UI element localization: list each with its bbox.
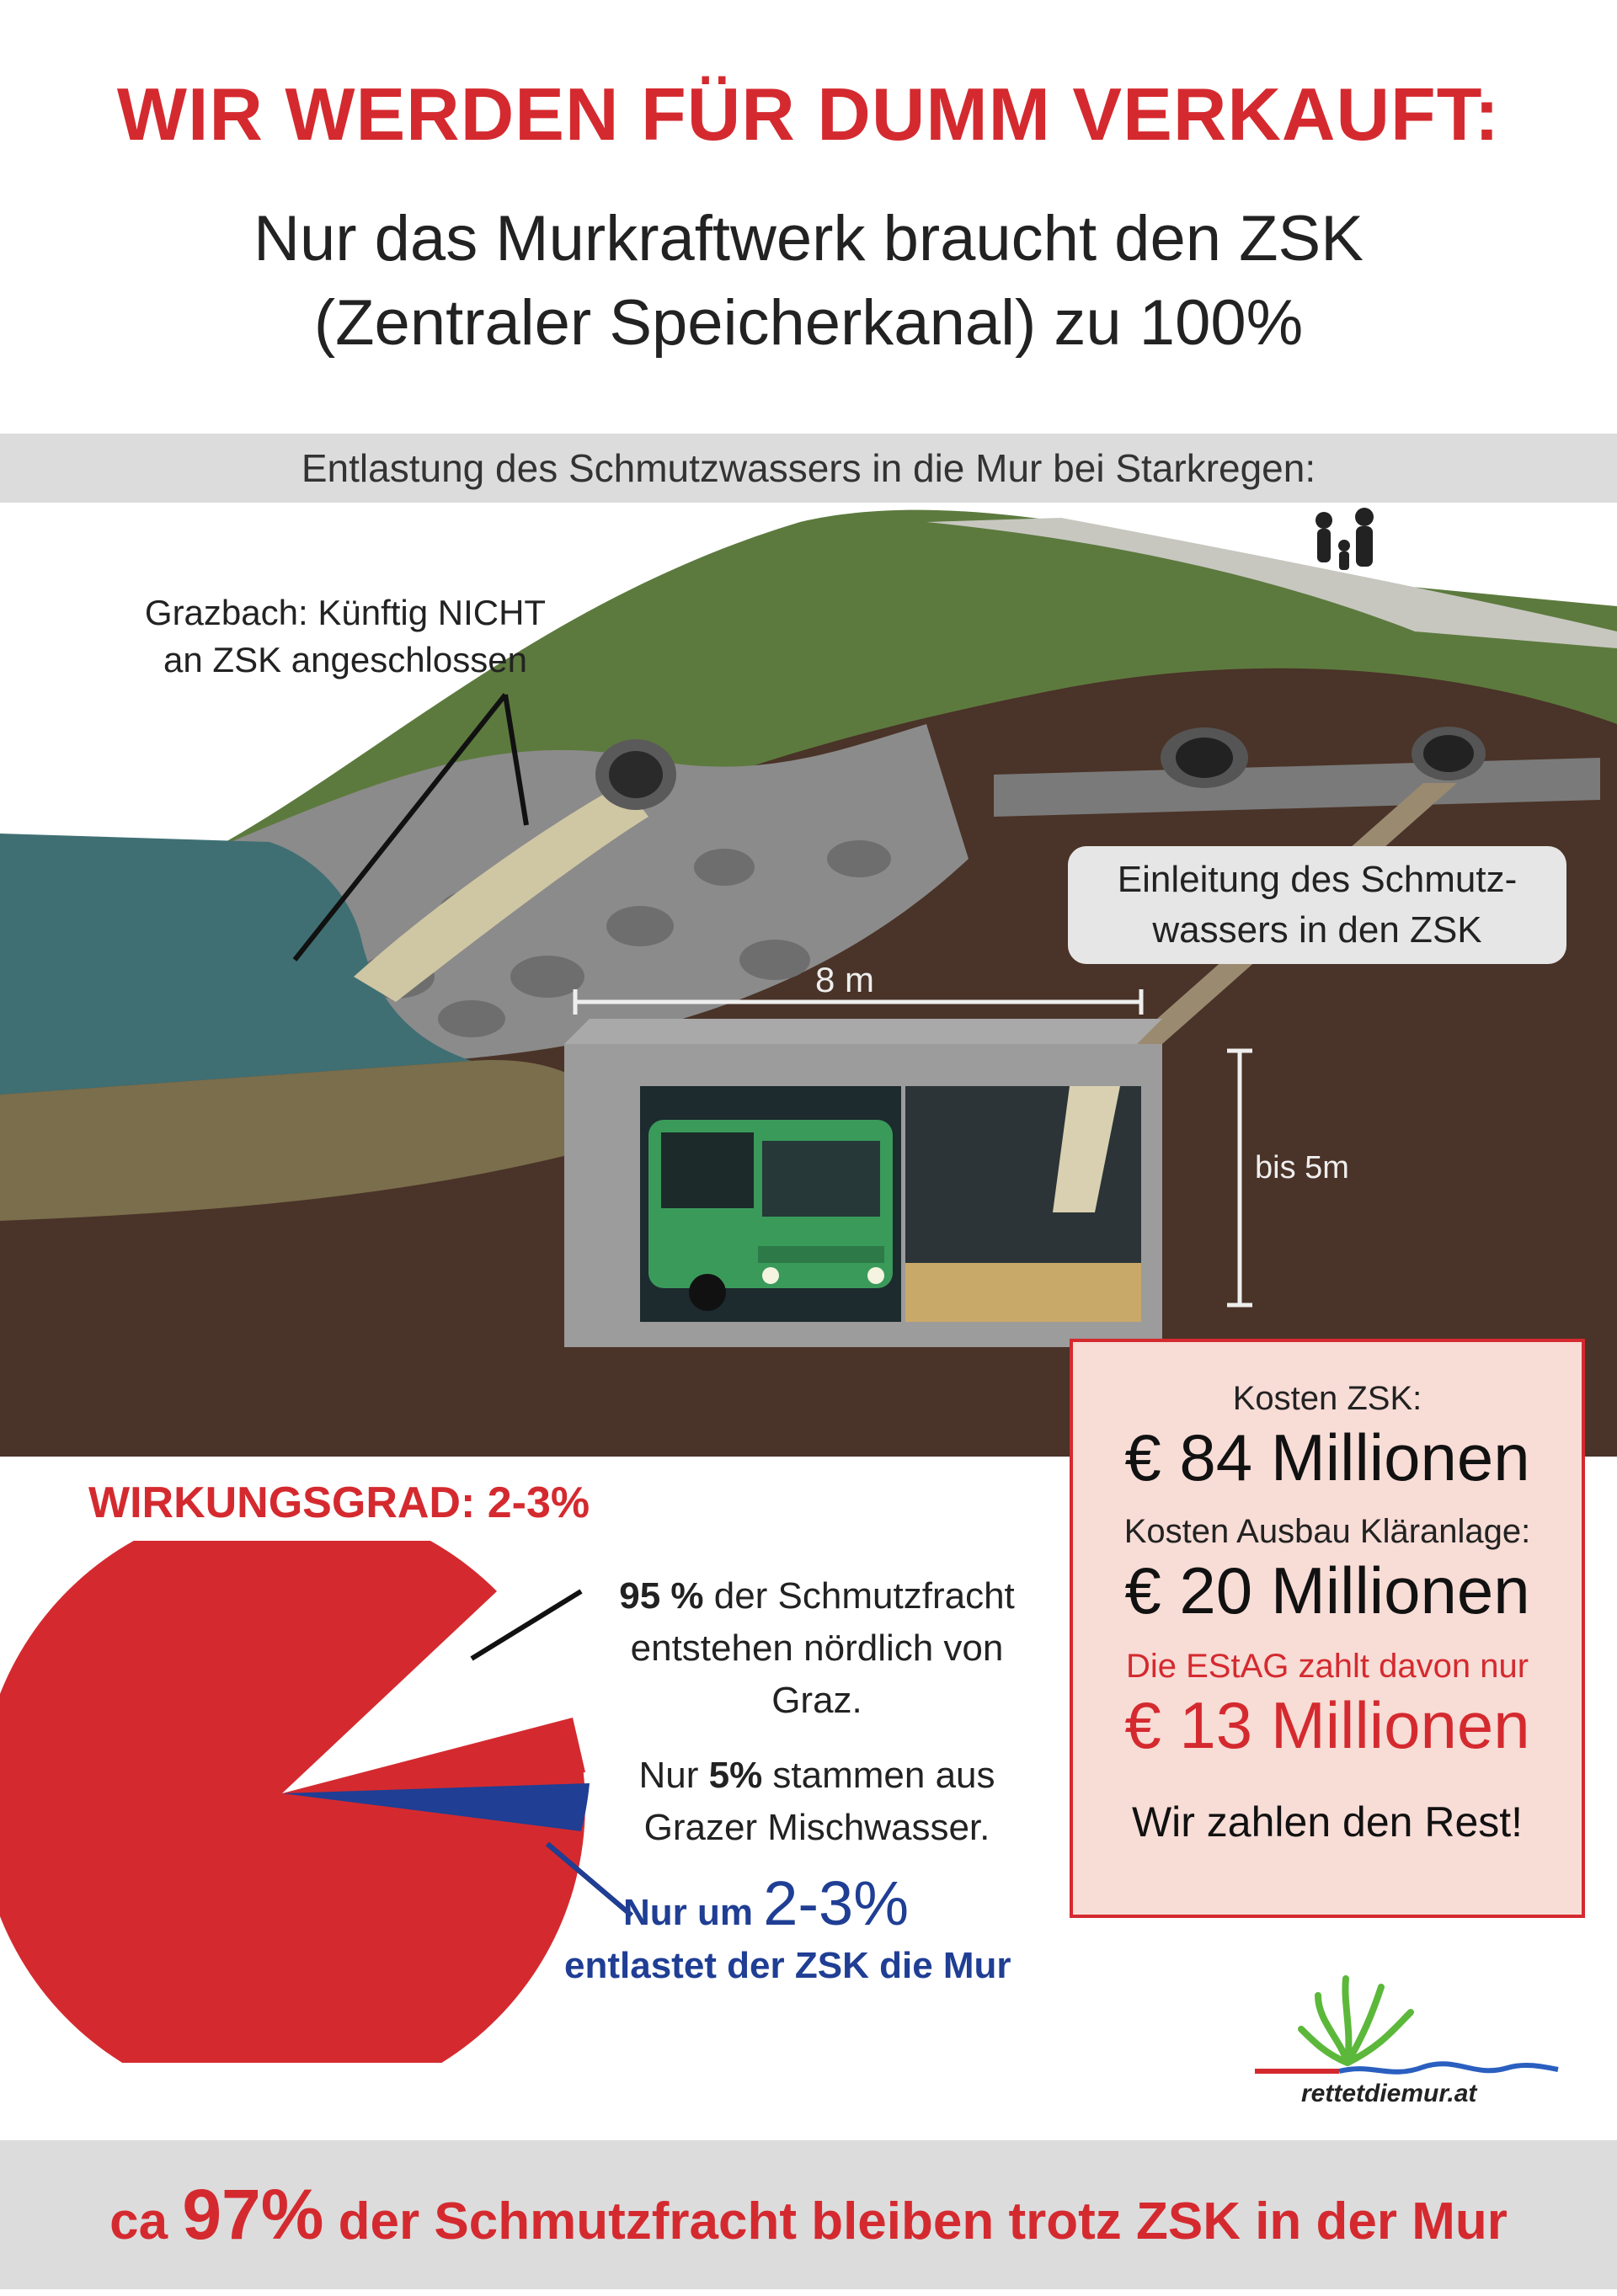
klaer-cost-label: Kosten Ausbau Kläranlage: bbox=[1123, 1513, 1531, 1550]
p5-line2: Grazer Mischwasser. bbox=[643, 1807, 990, 1848]
bus-illustration bbox=[648, 1120, 893, 1311]
rest-text: Wir zahlen den Rest! bbox=[1131, 1798, 1524, 1846]
grazbach-label-line1: Grazbach: Künftig NICHT bbox=[144, 593, 547, 632]
section-band: Entlastung des Schmutzwassers in die Mur bei Starkregen: bbox=[0, 434, 1617, 503]
people-silhouette bbox=[1315, 508, 1374, 570]
wirkungsgrad-heading: WIRKUNGSGRAD: 2-3% bbox=[88, 1478, 590, 1527]
footer-band bbox=[0, 2140, 1617, 2289]
footer-ca: ca bbox=[109, 2192, 183, 2251]
p95-bold: 95 % bbox=[619, 1575, 704, 1617]
estag-value: € 13 Millionen bbox=[1124, 1688, 1530, 1762]
p5-text bbox=[581, 1750, 1053, 1854]
grazbach-label-line2: an ZSK angeschlossen bbox=[163, 640, 527, 679]
nur-um-text bbox=[623, 1867, 909, 1939]
einleitung-line2: wassers in den ZSK bbox=[1152, 909, 1482, 951]
footer-rest: der Schmutzfracht bleiben trotz ZSK in der Mur bbox=[323, 2192, 1508, 2251]
entlastet-text: entlastet der ZSK die Mur bbox=[564, 1945, 1011, 1986]
footer-percent: 97% bbox=[182, 2175, 324, 2254]
p95-text bbox=[581, 1570, 1053, 1727]
p5-bold: 5% bbox=[708, 1755, 763, 1796]
p95-line2: entstehen nördlich von bbox=[630, 1627, 1004, 1669]
grazbach-label bbox=[126, 589, 564, 684]
estag-label: Die EStAG zahlt davon nur bbox=[1125, 1648, 1529, 1685]
tunnel-top-face bbox=[564, 1019, 1162, 1044]
height-label: bis 5m bbox=[1255, 1150, 1349, 1185]
zsk-cost-label: Kosten ZSK: bbox=[1232, 1380, 1422, 1417]
subtitle-line-2: (Zentraler Speicherkanal) zu 100% bbox=[313, 287, 1304, 359]
zsk-cost-value: € 84 Millionen bbox=[1124, 1420, 1530, 1494]
einleitung-line1: Einleitung des Schmutz- bbox=[1117, 859, 1518, 900]
page-title: WIR WERDEN FÜR DUMM VERKAUFT: bbox=[116, 72, 1501, 156]
cost-box bbox=[1070, 1339, 1585, 1918]
width-label: 8 m bbox=[815, 960, 875, 999]
subtitle-line-1: Nur das Murkraftwerk braucht den ZSK bbox=[253, 203, 1364, 274]
p5-pre: Nur bbox=[638, 1755, 709, 1796]
logo-text: rettetdiemur.at bbox=[1301, 2080, 1477, 2107]
klaer-cost-value: € 20 Millionen bbox=[1124, 1553, 1530, 1627]
einleitung-label bbox=[1068, 846, 1566, 964]
nur-um-label: Nur um bbox=[623, 1892, 764, 1933]
p95-rest: der Schmutzfracht bbox=[703, 1575, 1015, 1617]
p95-line3: Graz. bbox=[771, 1680, 862, 1721]
nur-um-value: 2-3% bbox=[763, 1868, 909, 1938]
p5-post: stammen aus bbox=[762, 1755, 995, 1796]
